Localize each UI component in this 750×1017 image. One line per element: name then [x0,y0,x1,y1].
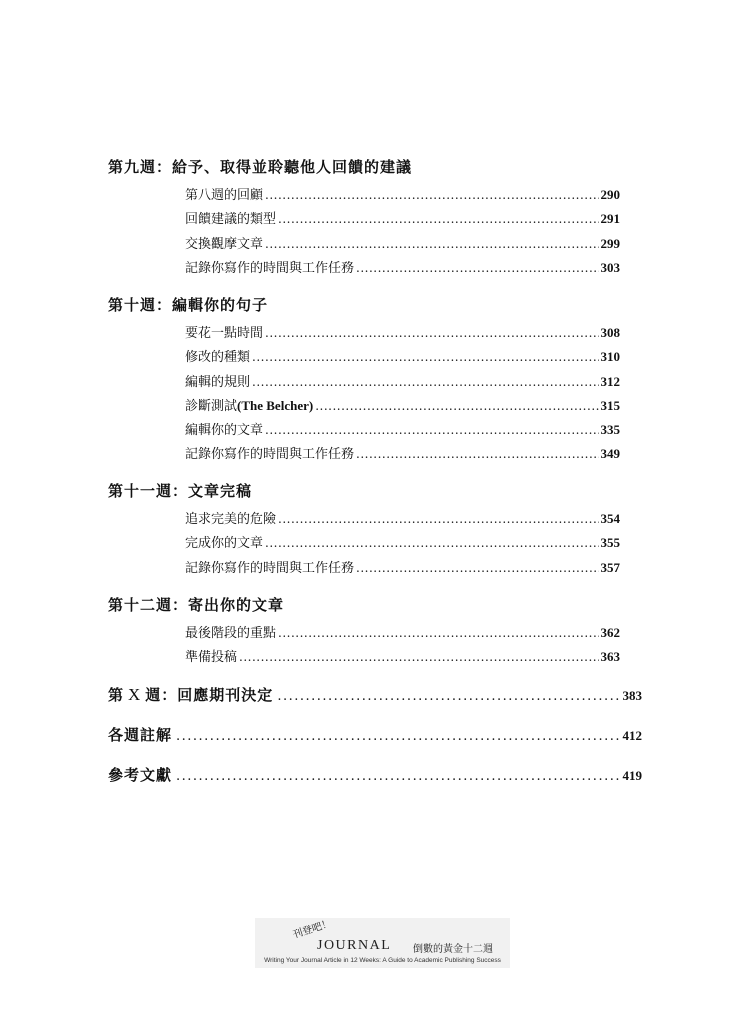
page-number: 335 [600,422,620,438]
dot-leader [265,531,598,555]
dot-leader [278,507,598,531]
toc-entry[interactable] [185,418,620,442]
toc-entry[interactable] [185,183,620,207]
toc-entry[interactable] [185,442,620,466]
entry-list [185,621,620,670]
entry-label: 編輯你的文章 [185,423,264,439]
entry-label: 完成你的文章 [185,536,264,552]
toc-entry[interactable] [185,621,620,645]
dot-leader [265,183,598,207]
toc-entry[interactable] [185,556,620,580]
entry-label: 修改的種類 [185,350,251,366]
dot-leader [315,394,598,418]
entry-label: 最後階段的重點 [185,626,277,641]
dot-leader [176,766,618,788]
page-number: 355 [600,535,620,551]
chapter-week-10 [108,294,642,467]
footer-cn-subtitle: 倒數的黃金十二週 [413,944,493,955]
dot-leader [356,556,598,580]
entry-label: 準備投稿 [185,650,238,666]
dot-leader [278,207,598,231]
dot-leader [265,321,598,345]
page-number: 299 [600,235,620,251]
page-number: 357 [600,559,620,575]
toc-entry[interactable] [185,645,620,669]
page-number: 354 [600,511,620,526]
toc-entry[interactable] [185,394,620,418]
entry-label-en: (The Belcher) [237,397,314,413]
page-number: 362 [600,625,620,640]
page-number: 315 [600,397,620,413]
dot-leader [356,442,598,466]
entry-list [185,183,620,280]
page-number: 308 [600,325,620,340]
footer-en-subtitle: Writing Your Journal Article in 12 Weeks: A Guide to Academic Publishing Success [264,957,501,964]
major-x: X [128,685,142,704]
dot-leader [265,418,598,442]
dot-leader [265,232,598,256]
toc-entry[interactable] [185,321,620,345]
major-label [108,684,273,706]
dot-leader [176,726,618,748]
toc-entry[interactable] [185,507,620,531]
major-label: 各週註解 [108,726,173,744]
toc-entry[interactable] [185,531,620,555]
entry-label: 記錄你寫作的時間與工作任務 [185,447,355,463]
book-footer-logo [255,918,510,968]
entry-label-cn: 診斷測試 [185,398,238,414]
page-number: 349 [600,446,620,462]
footer-brand: 刊登吧！ [291,918,334,941]
toc-entry[interactable] [185,232,620,256]
toc-entry[interactable] [185,207,620,231]
dot-leader [277,686,618,708]
footer-journal: JOURNAL [317,938,392,953]
chapter-title: 第十週：編輯你的句子 [108,296,269,314]
chapter-title: 第十一週：文章完稿 [108,482,253,500]
chapter-title: 第九週：給予、取得並聆聽他人回饋的建議 [108,158,413,176]
toc-entry[interactable] [185,370,620,394]
dot-leader [252,345,598,369]
toc-major-notes[interactable] [108,724,642,746]
dot-leader [252,370,598,394]
entry-label: 第八週的回顧 [185,188,264,203]
toc-major-week-x[interactable] [108,684,642,706]
entry-label: 追求完美的危險 [185,512,277,527]
toc-major-references[interactable] [108,764,642,786]
entry-label: 編輯的規則 [185,374,251,390]
major-label: 參考文獻 [108,766,173,784]
page-number: 291 [600,211,620,227]
entry-label: 要花一點時間 [185,326,264,341]
page-number: 412 [622,728,642,743]
toc-entry[interactable] [185,256,620,280]
page-number: 383 [622,688,642,703]
entry-label: 記錄你寫作的時間與工作任務 [185,560,355,576]
page-number: 363 [600,649,620,665]
page-number: 310 [600,349,620,365]
chapter-week-12 [108,594,642,670]
dot-leader [239,645,598,669]
dot-leader [356,256,598,280]
toc-entry[interactable] [185,345,620,369]
chapter-week-9 [108,156,642,280]
entry-list [185,321,620,467]
entry-list [185,507,620,580]
chapter-title: 第十二週：寄出你的文章 [108,596,285,614]
entry-label: 交換觀摩文章 [185,236,264,252]
page-number: 419 [622,768,642,783]
chapter-week-11 [108,480,642,580]
major-prefix: 第 [108,686,125,704]
entry-label [185,394,313,419]
page-number: 290 [600,187,620,202]
major-suffix: 週：回應期刊決定 [145,686,274,704]
page-number: 312 [600,373,620,389]
dot-leader [278,621,598,645]
page-number: 303 [600,259,620,275]
entry-label: 記錄你寫作的時間與工作任務 [185,260,355,276]
entry-label: 回饋建議的類型 [185,212,277,228]
